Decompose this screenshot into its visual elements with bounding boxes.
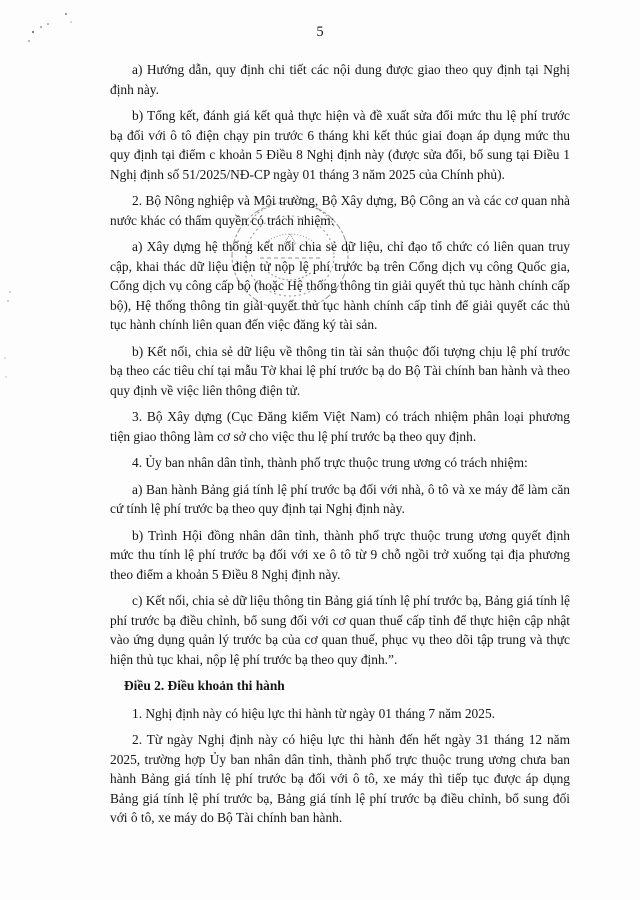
paragraph-3: 3. Bộ Xây dựng (Cục Đăng kiểm Việt Nam) có trách nhiệm phân loại phương tiện giao thông làm cơ sở cho việc thu lệ phí trước bạ theo quy định. xyxy=(110,409,570,444)
paragraph-4c: c) Kết nối, chia sẻ dữ liệu thông tin Bảng giá tính lệ phí trước bạ, Bảng giá tính lệ phí trước bạ điều chỉnh, bổ sung đối với cơ quan thuế cấp tỉnh để thực hiện cập nhật vào ứng dụng quản lý trước bạ của cơ quan thuế, phục vụ theo dõi tập trung và thực hiện thủ tục khai, nộp lệ phí trước bạ theo quy định.”. xyxy=(110,593,570,667)
paragraph-1a: a) Hướng dẫn, quy định chi tiết các nội dung được giao theo quy định tại Nghị định này. xyxy=(110,62,570,97)
paragraph-4b: b) Trình Hội đồng nhân dân tỉnh, thành phố trực thuộc trung ương quyết định mức thu tính lệ phí trước bạ đối với xe ô tô từ 9 chỗ ngồi trở xuống tại địa phương theo điểm a khoản 5 Điều 8 Nghị định này. xyxy=(110,527,570,582)
paragraph-1b: b) Tổng kết, đánh giá kết quả thực hiện và đề xuất sửa đổi mức thu lệ phí trước bạ đối với ô tô điện chạy pin trước 6 tháng khi kết thúc giai đoạn áp dụng mức thu quy định tại điểm c khoản 5 Điều 8 Nghị định này (được sửa đổi, bổ sung tại Điều 1 Nghị định số 51/2025/NĐ-CP ngày 01 tháng 3 năm 2025 của Chính phủ). xyxy=(110,108,570,182)
paragraph-2a: a) Xây dựng hệ thống kết nối chia sẻ dữ liệu, chỉ đạo tổ chức có liên quan truy cập, khai thác dữ liệu điện tử nộp lệ phí trước bạ trên Cổng dịch vụ công Quốc gia, Cổng dịch vụ công cấp bộ (hoặc Hệ thống thông tin giải quyết thủ tục hành chính cấp bộ), Hệ thống thông tin giải quyết thủ tục hành chính cấp tỉnh để giải quyết các thủ tục hành chính liên quan đến việc đăng ký tài sản. xyxy=(110,239,570,332)
article-2-heading: Điều 2. Điều khoản thi hành xyxy=(124,678,285,693)
page-number: 5 xyxy=(316,24,324,40)
paragraph-4a: a) Ban hành Bảng giá tính lệ phí trước bạ đối với nhà, ô tô và xe máy để làm căn cứ tính lệ phí trước bạ theo quy định tại Nghị định này. xyxy=(110,481,570,516)
document-body xyxy=(110,60,570,835)
paragraph-4: 4. Ủy ban nhân dân tỉnh, thành phố trực thuộc trung ương có trách nhiệm: xyxy=(132,455,528,470)
paragraph-2: 2. Bộ Nông nghiệp và Môi trường, Bộ Xây dựng, Bộ Công an và các cơ quan nhà nước khác có thẩm quyền có trách nhiệm: xyxy=(110,193,570,228)
article-2-clause-2: 2. Từ ngày Nghị định này có hiệu lực thi hành đến hết ngày 31 tháng 12 năm 2025, trường hợp Ủy ban nhân dân tỉnh, thành phố trực thuộc trung ương chưa ban hành Bảng giá tính lệ phí trước bạ đối với ô tô, xe máy thì tiếp tục được áp dụng Bảng giá tính lệ phí trước bạ, Bảng giá tính lệ phí trước bạ điều chỉnh, bổ sung đối với ô tô, xe máy do Bộ Tài chính ban hành. xyxy=(110,732,570,825)
paragraph-2b: b) Kết nối, chia sẻ dữ liệu về thông tin tài sản thuộc đối tượng chịu lệ phí trước bạ theo các tiêu chí tại mẫu Tờ khai lệ phí trước bạ do Bộ Tài chính ban hành và theo quy định về việc liên thông điện tử. xyxy=(110,343,570,398)
article-2-clause-1: 1. Nghị định này có hiệu lực thi hành từ ngày 01 tháng 7 năm 2025. xyxy=(132,705,495,721)
